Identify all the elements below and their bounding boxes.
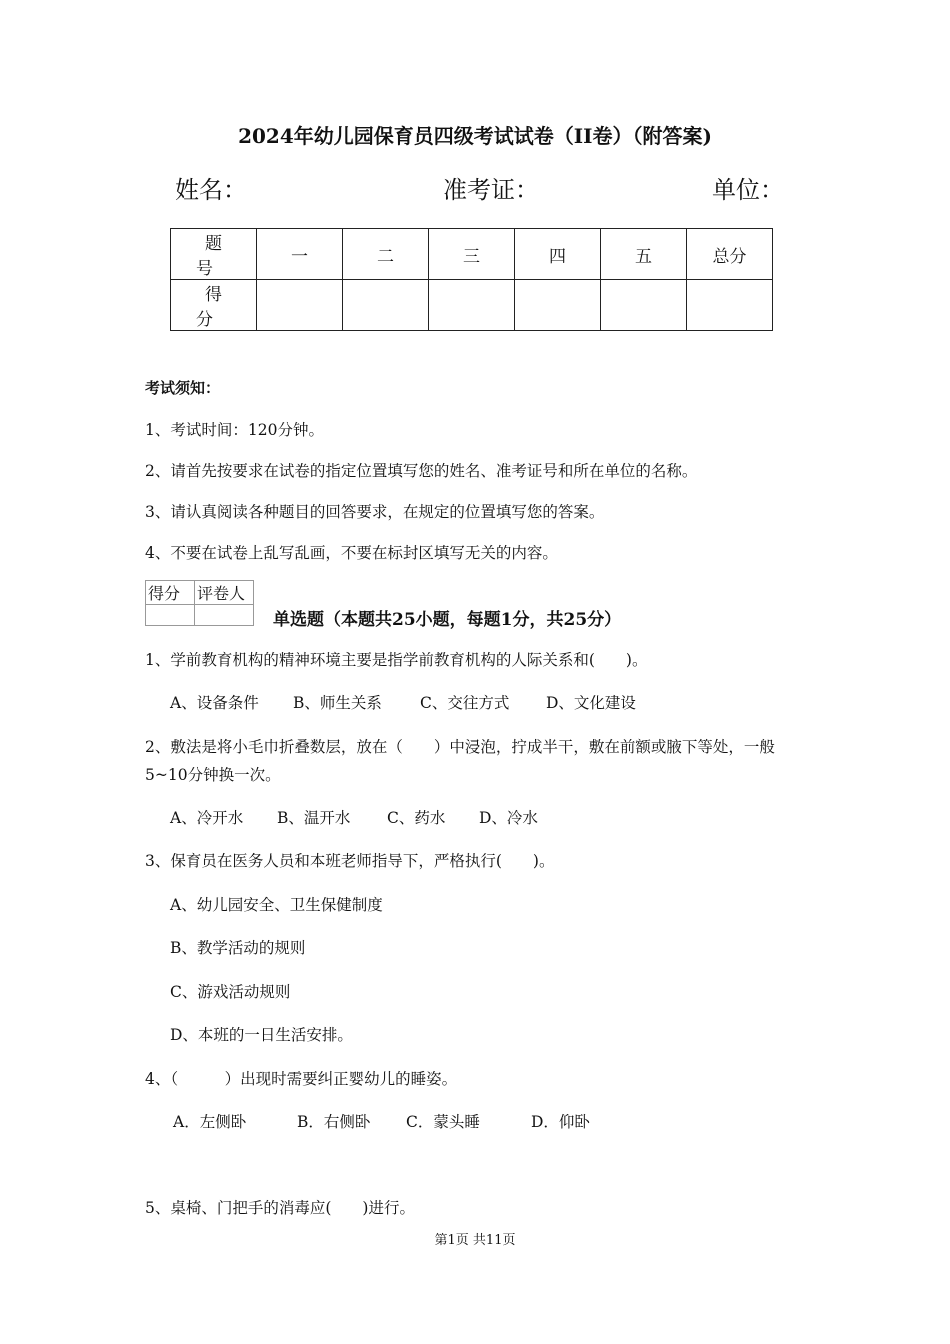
question-1-stem: 1、学前教育机构的精神环境主要是指学前教育机构的人际关系和( )。 bbox=[145, 651, 648, 669]
question-2-option-d[interactable]: D、冷水 bbox=[479, 809, 538, 827]
notice-item: 1、考试时间：120分钟。 bbox=[145, 421, 324, 439]
question-1-option-c[interactable]: C、交往方式 bbox=[420, 694, 510, 712]
score-header-cell: 四 bbox=[515, 229, 601, 280]
page-title: 2024年幼儿园保育员四级考试试卷（II卷）（附答案) bbox=[238, 124, 712, 148]
unit-field-label: 单位： bbox=[712, 176, 784, 204]
notice-item: 2、请首先按要求在试卷的指定位置填写您的姓名、准考证号和所在单位的名称。 bbox=[145, 462, 698, 480]
question-1-option-b[interactable]: B、师生关系 bbox=[293, 694, 382, 712]
grader-score-label: 得分 bbox=[146, 581, 195, 605]
grader-table bbox=[145, 580, 254, 626]
question-2-option-b[interactable]: B、温开水 bbox=[277, 809, 351, 827]
question-2-option-c[interactable]: C、药水 bbox=[387, 809, 446, 827]
question-4-option-d[interactable]: D．仰卧 bbox=[531, 1113, 590, 1131]
question-5-stem: 5、桌椅、门把手的消毒应( )进行。 bbox=[145, 1199, 415, 1217]
score-header-cell: 二 bbox=[343, 229, 429, 280]
question-3-option-b[interactable]: B、教学活动的规则 bbox=[170, 939, 306, 957]
question-2-stem-line1: 2、敷法是将小毛巾折叠数层，放在（ ）中浸泡，拧成半干，敷在前额或腋下等处，一般 bbox=[145, 738, 775, 756]
question-3-stem: 3、保育员在医务人员和本班老师指导下，严格执行( )。 bbox=[145, 852, 555, 870]
question-4-stem: 4、（ ）出现时需要纠正婴幼儿的睡姿。 bbox=[145, 1070, 458, 1088]
grader-score-cell[interactable] bbox=[146, 605, 195, 626]
score-cell[interactable] bbox=[429, 280, 515, 331]
question-1-option-a[interactable]: A、设备条件 bbox=[170, 694, 259, 712]
grader-reviewer-cell[interactable] bbox=[195, 605, 254, 626]
score-row-label: 得 分 bbox=[171, 280, 257, 331]
grader-reviewer-label: 评卷人 bbox=[195, 581, 254, 605]
section-title: 单选题（本题共25小题，每题1分，共25分） bbox=[273, 610, 622, 630]
notice-heading: 考试须知： bbox=[145, 379, 221, 397]
question-1-option-d[interactable]: D、文化建设 bbox=[546, 694, 636, 712]
score-cell[interactable] bbox=[343, 280, 429, 331]
score-cell[interactable] bbox=[687, 280, 773, 331]
score-header-cell: 五 bbox=[601, 229, 687, 280]
score-cell[interactable] bbox=[257, 280, 343, 331]
score-cell[interactable] bbox=[515, 280, 601, 331]
score-header-cell: 三 bbox=[429, 229, 515, 280]
question-3-option-d[interactable]: D、本班的一日生活安排。 bbox=[170, 1026, 353, 1044]
question-3-option-c[interactable]: C、游戏活动规则 bbox=[170, 983, 291, 1001]
question-4-option-b[interactable]: B．右侧卧 bbox=[297, 1113, 371, 1131]
score-table bbox=[170, 228, 773, 331]
question-3-option-a[interactable]: A、幼儿园安全、卫生保健制度 bbox=[170, 896, 383, 914]
notice-item: 4、不要在试卷上乱写乱画，不要在标封区填写无关的内容。 bbox=[145, 544, 558, 562]
question-4-option-a[interactable]: A．左侧卧 bbox=[173, 1113, 247, 1131]
page-footer: 第1页 共11页 bbox=[434, 1233, 516, 1248]
score-header-cell: 总分 bbox=[687, 229, 773, 280]
score-header-cell: 一 bbox=[257, 229, 343, 280]
ticket-field-label: 准考证： bbox=[443, 176, 539, 204]
score-table-score-row bbox=[171, 280, 773, 331]
question-4-option-c[interactable]: C．蒙头睡 bbox=[406, 1113, 480, 1131]
score-cell[interactable] bbox=[601, 280, 687, 331]
question-2-option-a[interactable]: A、冷开水 bbox=[170, 809, 244, 827]
question-2-stem-line2: 5~10分钟换一次。 bbox=[145, 766, 281, 784]
name-field-label: 姓名： bbox=[175, 176, 247, 204]
notice-item: 3、请认真阅读各种题目的回答要求，在规定的位置填写您的答案。 bbox=[145, 503, 605, 521]
score-table-header-row bbox=[171, 229, 773, 280]
score-header-cell: 题 号 bbox=[171, 229, 257, 280]
